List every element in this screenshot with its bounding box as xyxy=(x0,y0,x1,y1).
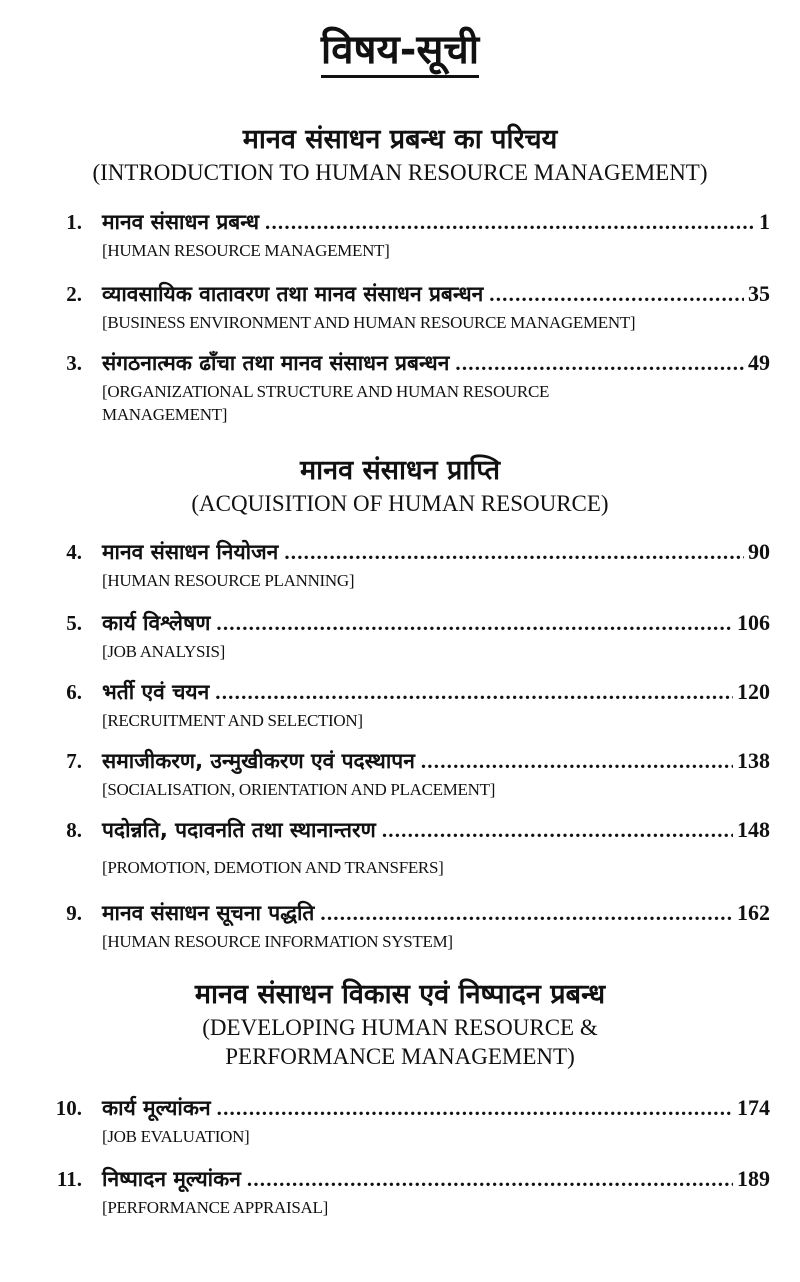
chapter-english-title: [JOB EVALUATION] xyxy=(102,1127,250,1146)
dot-leader xyxy=(320,898,733,928)
section-heading-acquisition xyxy=(0,453,800,518)
chapter-english-title: [PERFORMANCE APPRAISAL] xyxy=(102,1198,328,1217)
page-title: विषय-सूची xyxy=(321,27,479,78)
chapter-english-title: [HUMAN RESOURCE INFORMATION SYSTEM] xyxy=(102,932,453,951)
page-number: 90 xyxy=(748,539,770,564)
chapter-number: 5. xyxy=(66,611,82,635)
section-english-title-line-2: PERFORMANCE MANAGEMENT) xyxy=(225,1044,575,1069)
page-number: 189 xyxy=(737,1166,770,1191)
page-number: 106 xyxy=(737,610,770,635)
dot-leader xyxy=(455,348,744,378)
dot-leader xyxy=(382,815,733,845)
chapter-hindi-title: भर्ती एवं चयन xyxy=(102,680,210,704)
page-title-block xyxy=(0,22,800,78)
page-number: 35 xyxy=(748,281,770,306)
page-number: 49 xyxy=(748,350,770,375)
chapter-number: 8. xyxy=(66,818,82,842)
chapter-english-title: [RECRUITMENT AND SELECTION] xyxy=(102,711,363,730)
dot-leader xyxy=(217,1093,733,1123)
dot-leader xyxy=(265,207,755,237)
page-number: 1 xyxy=(759,209,770,234)
section-english-title: (INTRODUCTION TO HUMAN RESOURCE MANAGEMENT) xyxy=(92,160,708,185)
chapter-number: 6. xyxy=(66,680,82,704)
dot-leader xyxy=(247,1164,733,1194)
chapter-number: 11. xyxy=(56,1167,82,1191)
section-english-title: (ACQUISITION OF HUMAN RESOURCE) xyxy=(191,491,609,516)
section-heading-introduction xyxy=(0,122,800,187)
chapter-hindi-title: मानव संसाधन नियोजन xyxy=(102,540,279,564)
section-hindi-title: मानव संसाधन प्रबन्ध का परिचय xyxy=(242,124,558,155)
chapter-english-title: [JOB ANALYSIS] xyxy=(102,642,226,661)
dot-leader xyxy=(421,746,733,776)
chapter-hindi-title: मानव संसाधन सूचना पद्धति xyxy=(102,901,315,925)
dot-leader xyxy=(215,677,733,707)
chapter-english-title: [HUMAN RESOURCE PLANNING] xyxy=(102,571,355,590)
chapter-hindi-title: निष्पादन मूल्यांकन xyxy=(102,1167,241,1191)
page-number: 148 xyxy=(737,817,770,842)
chapter-number: 10. xyxy=(55,1096,82,1120)
chapter-number: 1. xyxy=(66,210,82,234)
chapter-english-title: [ORGANIZATIONAL STRUCTURE AND HUMAN RESOURCE MANAGEMENT] xyxy=(102,382,550,424)
chapter-hindi-title: समाजीकरण, उन्मुखीकरण एवं पदस्थापन xyxy=(102,749,415,773)
dot-leader xyxy=(284,537,744,567)
section-hindi-title: मानव संसाधन प्राप्ति xyxy=(299,455,501,486)
section-hindi-title: मानव संसाधन विकास एवं निष्पादन प्रबन्ध xyxy=(194,979,606,1010)
chapter-number: 3. xyxy=(66,351,82,375)
chapter-hindi-title: मानव संसाधन प्रबन्ध xyxy=(102,210,260,234)
chapter-hindi-title: पदोन्नति, पदावनति तथा स्थानान्तरण xyxy=(102,818,376,842)
chapter-hindi-title: कार्य विश्लेषण xyxy=(102,611,211,635)
chapter-english-title: [SOCIALISATION, ORIENTATION AND PLACEMENT] xyxy=(102,780,496,799)
chapter-hindi-title: व्यावसायिक वातावरण तथा मानव संसाधन प्रबन्धन xyxy=(102,282,484,306)
page-number: 162 xyxy=(737,900,770,925)
chapter-number: 4. xyxy=(66,540,82,564)
section-heading-development xyxy=(0,977,800,1071)
section-english-title: (DEVELOPING HUMAN RESOURCE & xyxy=(202,1015,598,1040)
dot-leader xyxy=(489,279,744,309)
chapter-english-title: [PROMOTION, DEMOTION AND TRANSFERS] xyxy=(102,858,444,877)
chapter-number: 9. xyxy=(66,901,82,925)
page-number: 120 xyxy=(737,679,770,704)
chapter-english-title: [BUSINESS ENVIRONMENT AND HUMAN RESOURCE MANAGEMENT] xyxy=(102,313,636,332)
chapter-english-title: [HUMAN RESOURCE MANAGEMENT] xyxy=(102,241,390,260)
dot-leader xyxy=(216,608,733,638)
chapter-hindi-title: कार्य मूल्यांकन xyxy=(102,1096,211,1120)
page-number: 174 xyxy=(737,1095,770,1120)
page-number: 138 xyxy=(737,748,770,773)
chapter-number: 2. xyxy=(66,282,82,306)
chapter-hindi-title: संगठनात्मक ढाँचा तथा मानव संसाधन प्रबन्धन xyxy=(102,351,450,375)
chapter-number: 7. xyxy=(66,749,82,773)
